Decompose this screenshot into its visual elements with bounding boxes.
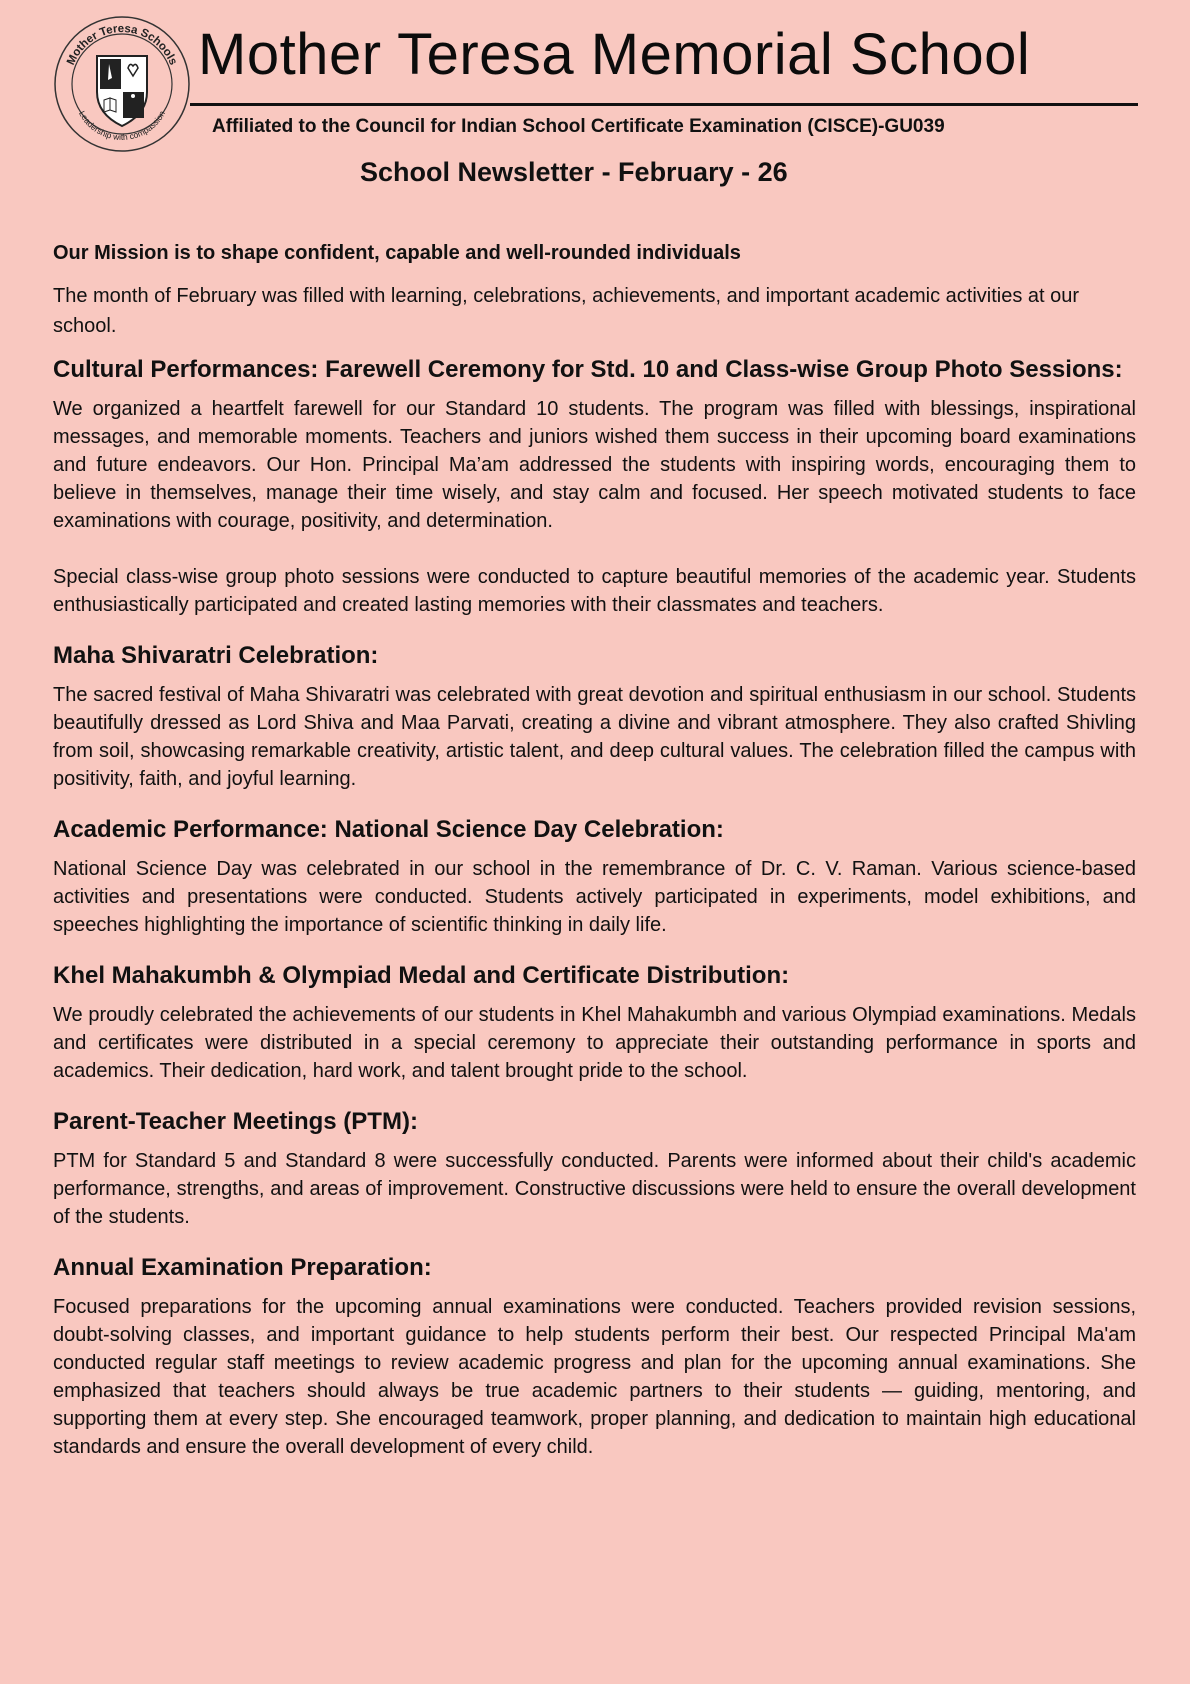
section-paragraph: We organized a heartfelt farewell for our Standard 10 students. The program was filled with blessings, inspirational messages, and memorable moments. Teachers and juniors wished them success in their upcoming board examinations and future endeavors. Our Hon. Principal Ma’am addressed the students with inspiring words, encouraging them to believe in themselves, manage their time wisely, and stay calm and focused. Her speech motivated students to face examinations with courage, positivity, and determination.: [53, 398, 1136, 532]
section-paragraph: Special class-wise group photo sessions were conducted to capture beautiful memories of the academic year. Students enthusiastically participated and created lasting memories with their classmates and teachers.: [53, 566, 1136, 616]
section-heading-khel-olympiad: Khel Mahakumbh & Olympiad Medal and Certificate Distribution:: [53, 962, 790, 989]
section-heading-farewell: Cultural Performances: Farewell Ceremony for Std. 10 and Class-wise Group Photo Sessions:: [53, 356, 1123, 383]
affiliation-text: Affiliated to the Council for Indian School Certificate Examination (CISCE)-GU039: [212, 116, 945, 137]
svg-text:Leadership with compassion: Leadership with compassion: [76, 109, 168, 143]
section-heading-shivaratri: Maha Shivaratri Celebration:: [53, 642, 379, 669]
intro-paragraph: The month of February was filled with learning, celebrations, achievements, and important academic activities at our school.: [53, 285, 1080, 337]
school-crest-logo-icon: [52, 14, 192, 154]
svg-text:Mother Teresa Schools: Mother Teresa Schools: [64, 22, 180, 67]
school-name: Mother Teresa Memorial School: [198, 22, 1031, 87]
section-paragraph: We proudly celebrated the achievements of our students in Khel Mahakumbh and various Olympiad examinations. Medals and certificates were distributed in a special ceremony to appreciate their outstanding performance in sports and academics. Their dedication, hard work, and talent brought pride to the school.: [53, 1004, 1136, 1082]
section-paragraph: PTM for Standard 5 and Standard 8 were successfully conducted. Parents were informed about their child's academic performance, strengths, and areas of improvement. Constructive discussions were held to ensure the overall development of the students.: [53, 1150, 1136, 1228]
section-heading-science-day: Academic Performance: National Science Day Celebration:: [53, 816, 724, 843]
section-heading-ptm: Parent-Teacher Meetings (PTM):: [53, 1108, 418, 1135]
section-paragraph: National Science Day was celebrated in our school in the remembrance of Dr. C. V. Raman. Various science-based activities and presentations were conducted. Students actively participated in experiments, model exhibitions, and speeches highlighting the importance of scientific thinking in daily life.: [53, 858, 1136, 936]
section-paragraph: The sacred festival of Maha Shivaratri was celebrated with great devotion and spiritual enthusiasm in our school. Students beautifully dressed as Lord Shiva and Maa Parvati, creating a divine and vibrant atmosphere. They also crafted Shivling from soil, showcasing remarkable creativity, artistic talent, and deep cultural values. The celebration filled the campus with positivity, faith, and joyful learning.: [53, 684, 1136, 790]
section-paragraph: Focused preparations for the upcoming annual examinations were conducted. Teachers provided revision sessions, doubt-solving classes, and important guidance to help students perform their best. Our respected Principal Ma'am conducted regular staff meetings to review academic progress and plan for the upcoming annual examinations. She emphasized that teachers should always be true academic partners to their students — guiding, mentoring, and supporting them at every step. She encouraged teamwork, proper planning, and dedication to maintain high educational standards and ensure the overall development of every child.: [53, 1296, 1136, 1458]
newsletter-body: [53, 242, 1136, 1481]
newsletter-header: [0, 0, 1190, 200]
section-heading-exam-prep: Annual Examination Preparation:: [53, 1254, 432, 1281]
header-divider: [190, 103, 1138, 106]
mission-statement: Our Mission is to shape confident, capable and well-rounded individuals: [53, 242, 741, 264]
newsletter-title: School Newsletter - February - 26: [360, 157, 788, 187]
